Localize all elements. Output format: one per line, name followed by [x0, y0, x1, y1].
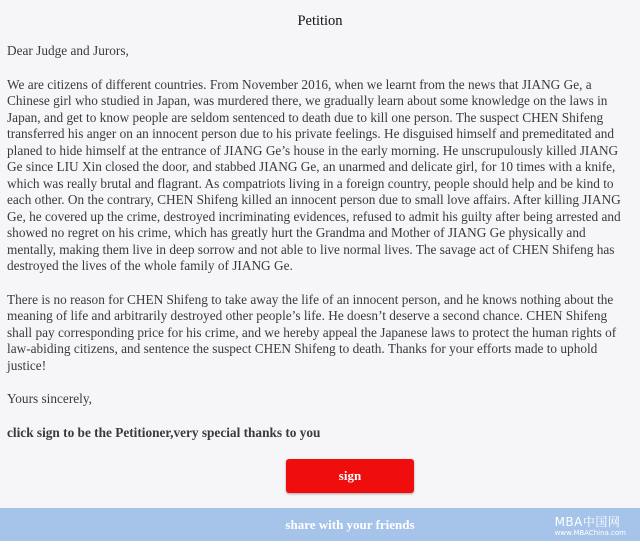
watermark-brand: MBA中国网	[554, 515, 621, 529]
closing: Yours sincerely,	[7, 391, 92, 406]
share-with-friends-button[interactable]: share with your friends	[285, 517, 415, 532]
page-title: Petition	[297, 13, 343, 29]
share-text-wrap	[0, 508, 640, 541]
petition-paragraph-1: We are citizens of different countries. From November 2016, when we learnt from the news that JIANG Ge, a Chinese girl who studied in Japan, was murdered there, we gradually learn about some knowledge on the laws in Japan, and get to know people are seldom sentenced to death due to kill one person. The suspect CHEN Shifeng transferred his anger on an innocent person due to his private feelings. He disguised himself and premeditated and planed to hide himself at the entrance of JIANG Ge’s house in the early morning. He unscrupulously killed JIANG Ge since LIU Xin closed the door, and stabbed JIANG Ge, an unarmed and delicate girl, for 10 times with a knife, which was really brutal and flagrant. As compatriots living in a foreign country, people should help and be kind to each other. On the contrary, CHEN Shifeng killed an innocent person due to small love affairs. After killing JIANG Ge, he covered up the crime, destroyed incriminating evidences, refused to admit his guilty after being arrested and showed no regret on his crime, which has greatly hurt the Grandma and Mother of JIANG Ge physically and mentally, making them live in deep sorrow and not able to live normal lives. The savage act of CHEN Shifeng has destroyed the lives of the whole family of JIANG Ge.	[7, 76, 621, 273]
watermark	[555, 516, 626, 538]
share-bar[interactable]	[0, 508, 640, 541]
bottom-strip	[0, 541, 640, 547]
watermark-url: www.MBAChina.com	[554, 529, 626, 537]
petition-body	[7, 43, 633, 441]
sign-button[interactable]: sign	[286, 459, 414, 493]
petition-paragraph-2: There is no reason for CHEN Shifeng to take away the life of an innocent person, and he knows nothing about the meaning of life and arbitrarily destroyed other people’s life. He doesn’t deserve a second chance. CHEN Shifeng shall pay corresponding price for his crime, and we hereby appeal the Japanese laws to protect the human rights of law-abiding citizens, and sentence the suspect CHEN Shifeng to death. Thanks for your efforts made to uphold justice!	[7, 291, 617, 373]
call-to-action-text: click sign to be the Petitioner,very special thanks to you	[7, 424, 321, 440]
greeting: Dear Judge and Jurors,	[7, 43, 129, 58]
